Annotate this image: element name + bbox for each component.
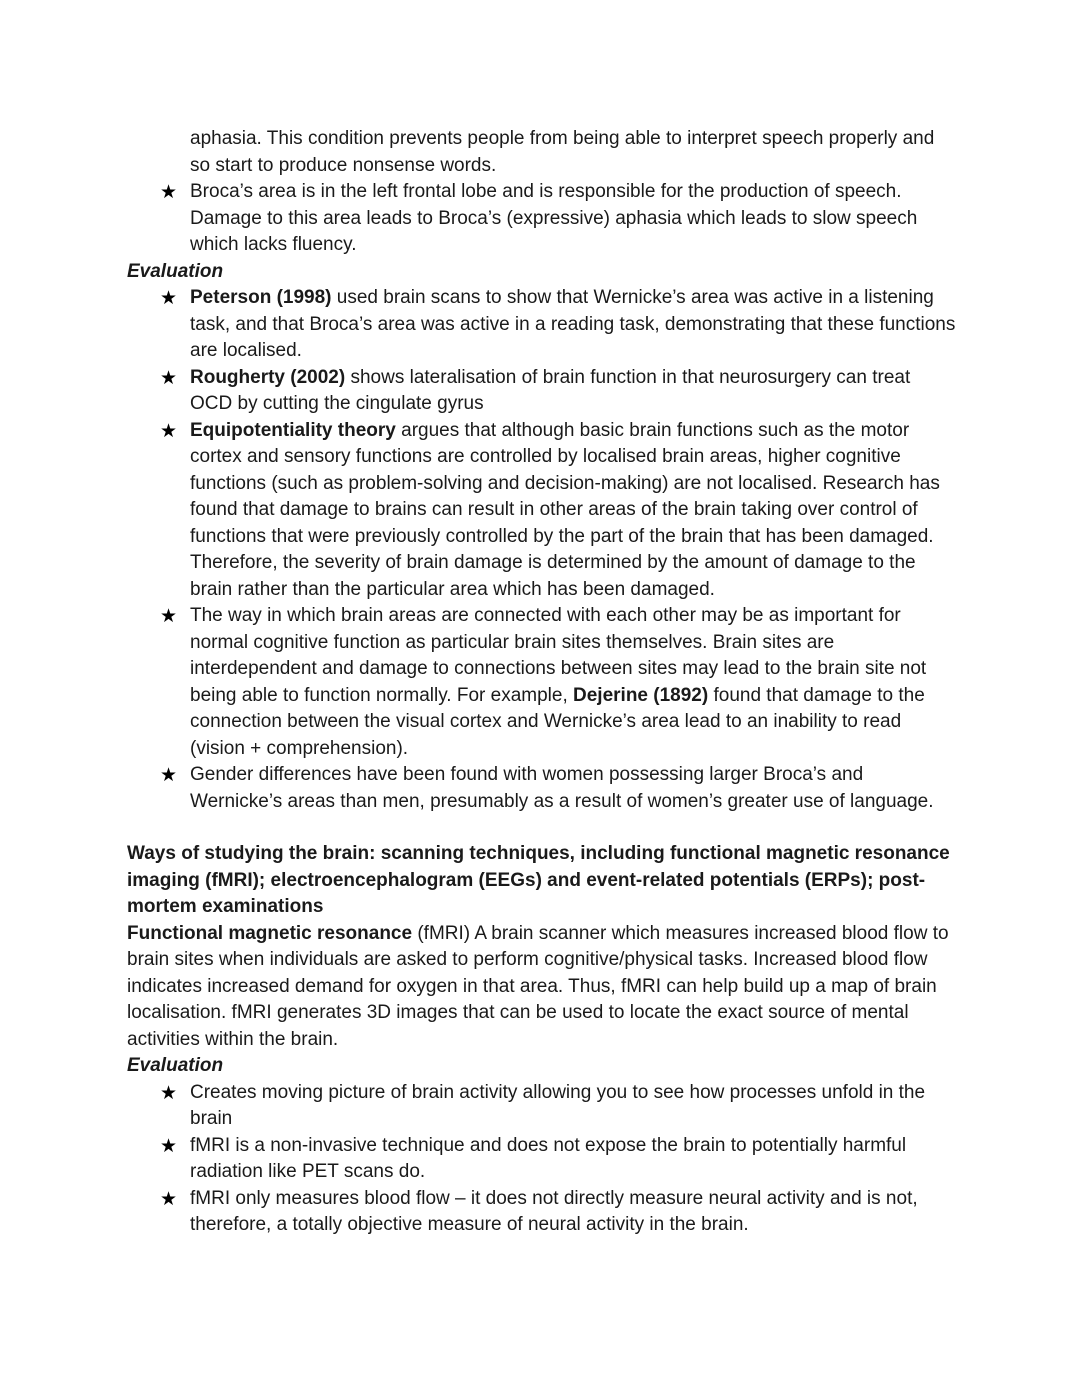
star-icon: ★ xyxy=(160,605,178,627)
section-heading: Ways of studying the brain: scanning techniques, including functional magnetic resonance imaging (fMRI); electroencephalogram (EEGs) and event-related potentials (ERPs); post-mortem examinations xyxy=(127,843,950,917)
item-text: The way in which brain areas are connected with each other may be as important for normal cognitive function as particular brain sites themselves. Brain sites are interdependent and damage to connections between sites may lead to the brain site not being able to function normally. For example, xyxy=(190,605,927,706)
item-text: shows lateralisation of brain function in that neurosurgery can treat OCD by cutting the cingulate gyrus xyxy=(190,366,911,414)
item-text: fMRI is a non-invasive technique and does not expose the brain to potentially harmful radiation like PET scans do. xyxy=(190,1134,907,1182)
star-icon: ★ xyxy=(160,419,178,442)
item-text: argues that although basic brain functions such as the motor cortex and sensory functions are controlled by localised brain areas, higher cognitive functions (such as problem-solving and decision-making) are not localised. Research has found that damage to brains can result in other areas of the brain taking over control of functions that were previously controlled by the part of the brain that has been damaged. Therefore, the severity of brain damage is determined by the amount of damage to the brain rather than the particular area which has been damaged. xyxy=(190,419,940,600)
citation: Dejerine (1892) xyxy=(573,684,709,706)
star-icon: ★ xyxy=(160,1187,178,1210)
item-text: fMRI only measures blood flow – it does not directly measure neural activity and is not, therefore, a totally objective measure of neural activity in the brain. xyxy=(190,1187,918,1235)
citation: Peterson (1998) xyxy=(190,287,332,308)
term: Equipotentiality theory xyxy=(190,419,396,441)
item-text: Creates moving picture of brain activity allowing you to see how processes unfold in the brain xyxy=(190,1081,926,1129)
paragraph-text: (fMRI) A brain scanner which measures increased blood flow to brain sites when individuals are asked to perform cognitive/physical tasks. Increased blood flow indicates increased demand for oxygen in that area. Thus, fMRI can help build up a map of brain localisation. fMRI generates 3D images that can be used to locate the exact source of mental activities within the brain. xyxy=(127,922,949,1050)
list-item xyxy=(127,418,957,604)
star-icon: ★ xyxy=(160,1134,178,1157)
document-content xyxy=(127,126,957,1239)
wernicke-broca-list xyxy=(127,126,957,259)
broca-area-text: Broca’s area is in the left frontal lobe and is responsible for the production of speech. Damage to this area leads to Broca’s (expressive) aphasia which leads to slow speech which lacks fluency. xyxy=(190,181,918,255)
list-item xyxy=(127,1133,957,1186)
list-item xyxy=(127,365,957,418)
star-icon: ★ xyxy=(160,1081,178,1104)
list-item xyxy=(127,179,957,259)
list-item xyxy=(127,1080,957,1133)
star-icon: ★ xyxy=(160,287,178,309)
evaluation-list xyxy=(127,285,957,815)
list-item xyxy=(127,603,957,762)
term: Functional magnetic resonance xyxy=(127,922,413,944)
star-icon: ★ xyxy=(160,764,178,786)
fmri-paragraph xyxy=(127,921,957,1054)
star-icon: ★ xyxy=(160,181,178,203)
fmri-evaluation-list xyxy=(127,1080,957,1239)
item-text: Gender differences have been found with women possessing larger Broca’s and Wernicke’s areas than men, presumably as a result of women’s greater use of language. xyxy=(190,764,934,812)
item-text: found that damage to the connection between the visual cortex and Wernicke’s area lead to an inability to read (vision + comprehension). xyxy=(190,684,925,759)
evaluation-heading: Evaluation xyxy=(127,260,224,282)
list-item xyxy=(127,126,957,179)
list-item xyxy=(127,285,957,365)
list-item xyxy=(127,762,957,815)
evaluation-heading: Evaluation xyxy=(127,1055,224,1076)
star-icon: ★ xyxy=(160,366,178,389)
item-text: used brain scans to show that Wernicke’s area was active in a listening task, and that Broca’s area was active in a reading task, demonstrating that these functions are localised. xyxy=(190,287,956,361)
list-item xyxy=(127,1186,957,1239)
citation: Rougherty (2002) xyxy=(190,366,346,388)
continuation-text: aphasia. This condition prevents people from being able to interpret speech properly and so start to produce nonsense words. xyxy=(190,128,935,176)
